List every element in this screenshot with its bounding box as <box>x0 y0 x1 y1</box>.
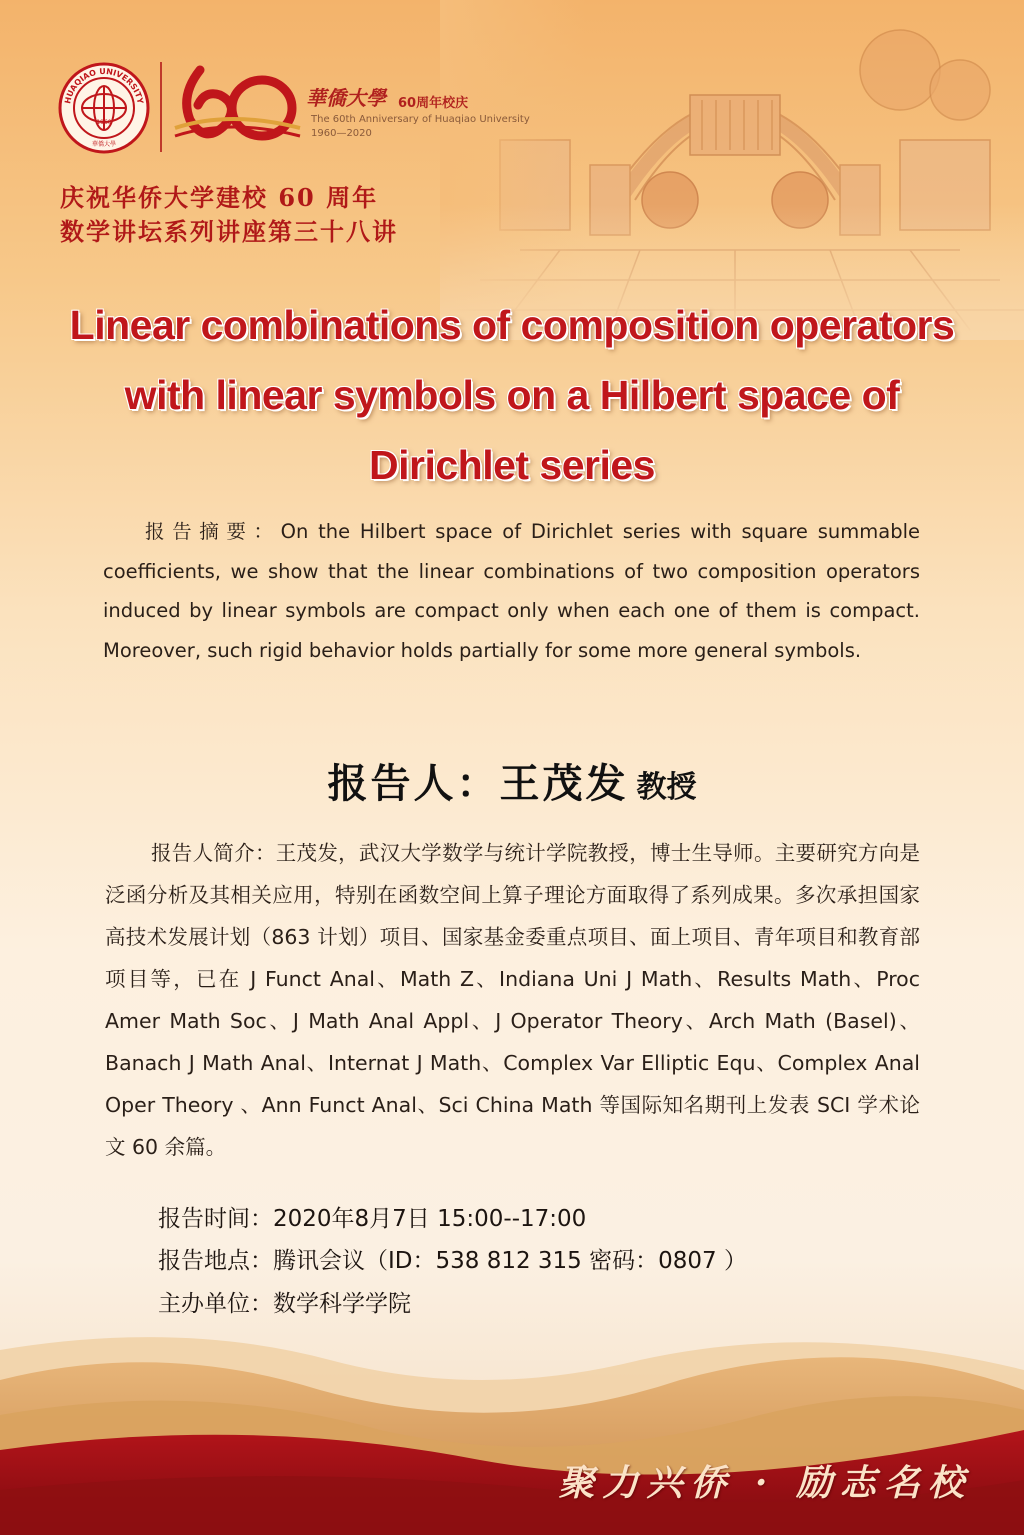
seal-text: HUAQIAO UNIVERSITY <box>63 66 145 105</box>
university-seal-logo <box>58 62 150 154</box>
footer-slogan: 聚力兴侨 · 励志名校 <box>558 1462 972 1504</box>
logo-divider <box>160 62 162 152</box>
lecture-title: Linear combinations of composition operators with linear symbols on a Hilbert space of Dirichlet series <box>69 302 955 488</box>
speaker-title: 教授 <box>636 770 697 805</box>
abstract-label: 报告摘要： <box>145 520 281 543</box>
abstract-paragraph <box>103 512 920 670</box>
campus-gate-sketch <box>440 0 1024 340</box>
series-heading-line1: 庆祝华侨大学建校 60 周年 <box>60 183 379 212</box>
anniversary-60-emblem <box>170 50 305 150</box>
seal-year: 1960 <box>96 119 112 126</box>
abstract-text: On the Hilbert space of Dirichlet series with square summable coefficients, we show that the linear combinations of two composition operators induced by linear symbols are compact only when each one of them is compact. Moreover, such rigid behavior holds partially for some more general symbols. <box>103 520 920 662</box>
university-name-cn: 華僑大學 <box>306 86 386 110</box>
anniversary-years: 1960—2020 <box>311 128 372 139</box>
anniversary-label-cn: 60周年校庆 <box>398 96 469 111</box>
event-time: 报告时间：2020年8月7日 15:00--17:00 <box>158 1206 587 1232</box>
anniversary-label-en: The 60th Anniversary of Huaqiao University <box>311 114 530 125</box>
series-heading-line2: 数学讲坛系列讲座第三十八讲 <box>60 217 398 246</box>
speaker-name: 报告人：王茂发 <box>327 761 629 807</box>
speaker-bio: 报告人简介：王茂发，武汉大学数学与统计学院教授，博士生导师。主要研究方向是泛函分析及其相关应用，特别在函数空间上算子理论方面取得了系列成果。多次承担国家高技术发展计划（863 计划）项目、国家基金委重点项目、面上项目、青年项目和教育部项目等，已在 J Funct Anal、Math Z、Indiana Uni J Math、Results Math、Proc Amer Math Soc、J Math Anal Appl、J Operator Theory、Arch Math (Basel)、Banach J Math Anal、Internat J Math、Complex Var Elliptic Equ、Complex Anal Oper Theory 、Ann Funct Anal、Sci China Math 等国际知名期刊上发表 SCI 学术论文 60 余篇。 <box>105 841 920 1159</box>
event-location: 报告地点：腾讯会议（ID：538 812 315 密码：0807 ） <box>158 1248 747 1274</box>
speaker-heading <box>0 752 1024 809</box>
event-organizer: 主办单位：数学科学学院 <box>158 1291 411 1317</box>
seal-cn: 華僑大學 <box>91 141 117 148</box>
